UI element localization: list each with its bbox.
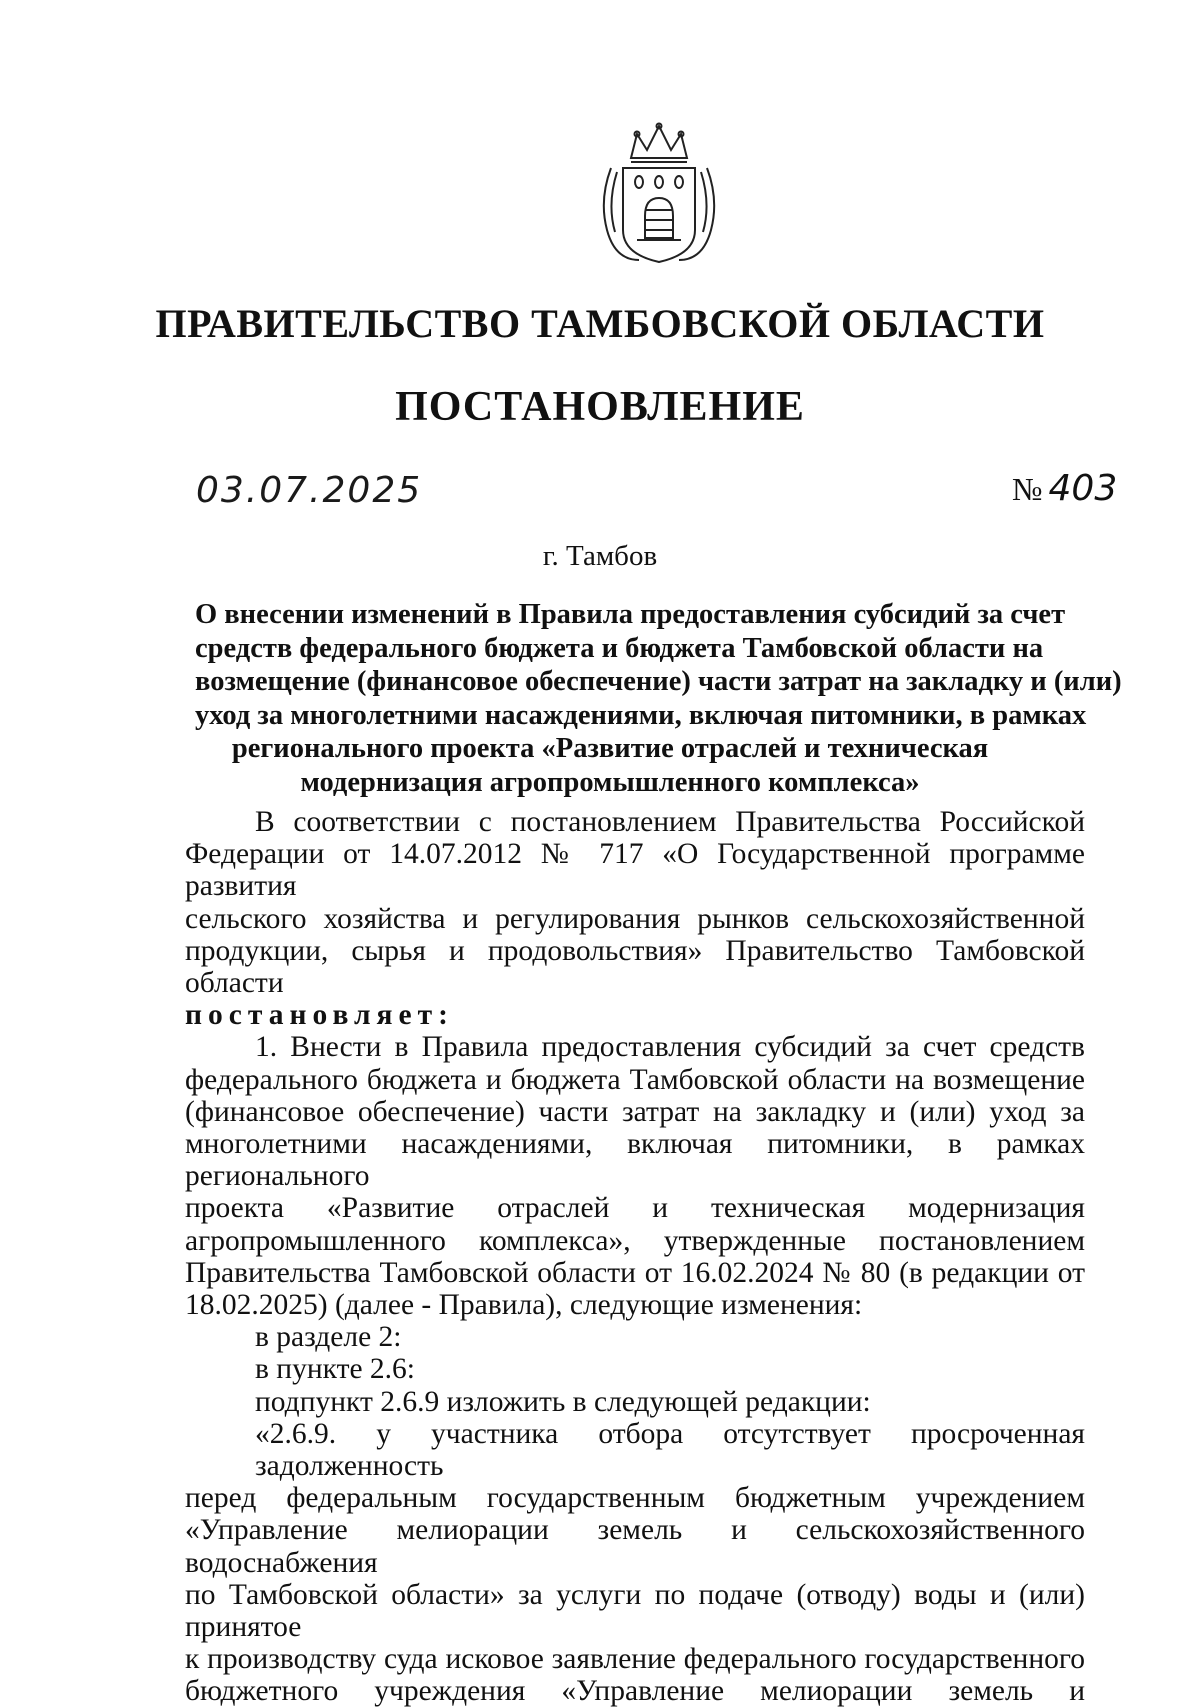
subject-line: О внесении изменений в Правила предоставления субсидий за счет: [195, 599, 1066, 630]
body-line: перед федеральным государственным бюджетным учреждением: [185, 1482, 1085, 1515]
body-line: агропромышленного комплекса», утвержденные постановлением: [185, 1224, 1085, 1257]
body-line: Правительства Тамбовской области от 16.02.2024 № 80 (в редакции от: [185, 1256, 1085, 1289]
coat-of-arms-emblem: [589, 120, 729, 270]
document-subject: [195, 598, 1122, 799]
body-line: по Тамбовской области» за услуги по подаче (отводу) воды и (или) принятое: [185, 1578, 1085, 1644]
body-line: В соответствии с постановлением Правительства Российской: [255, 806, 1085, 838]
body-line: «2.6.9. у участника отбора отсутствует просроченная задолженность: [255, 1417, 1085, 1483]
document-date: 03.07.2025: [196, 470, 423, 511]
body-line: (финансовое обеспечение) части затрат на закладку и (или) уход за: [185, 1095, 1085, 1128]
body-line: продукции, сырья и продовольствия» Правительство Тамбовской области: [185, 934, 1085, 1000]
body-line: подпункт 2.6.9 изложить в следующей редакции:: [255, 1385, 871, 1418]
body-line: бюджетного учреждения «Управление мелиорации земель и: [185, 1675, 1085, 1708]
body-line: 18.02.2025) (далее - Правила), следующие изменения:: [185, 1289, 863, 1322]
body-line: в пункте 2.6:: [255, 1353, 416, 1386]
body-line: федерального бюджета и бюджета Тамбовской области на возмещение: [185, 1063, 1085, 1096]
subject-line: уход за многолетними насаждениями, включая питомники, в рамках: [195, 699, 1087, 731]
number-value: 403: [1048, 468, 1118, 509]
body-line: многолетними насаждениями, включая питомники, в рамках регионального: [185, 1128, 1085, 1193]
subject-line: возмещение (финансовое обеспечение) части затрат на закладку и (или): [195, 666, 1122, 697]
body-line: 1. Внести в Правила предоставления субсидий за счет средств: [255, 1031, 1085, 1064]
document-number: [1012, 468, 1117, 509]
body-line: к производству суда исковое заявление федерального государственного: [185, 1643, 1085, 1676]
city-name: г. Тамбов: [542, 540, 658, 572]
document-type-title: ПОСТАНОВЛЕНИЕ: [395, 384, 805, 430]
subject-line: регионального проекта «Развитие отраслей и техническая: [231, 733, 989, 764]
body-line: «Управление мелиорации земель и сельскохозяйственного водоснабжения: [185, 1514, 1085, 1579]
number-sign: №: [1012, 471, 1043, 507]
subject-line: средств федерального бюджета и бюджета Тамбовской области на: [195, 632, 1044, 664]
body-line: проекта «Развитие отраслей и техническая модернизация: [185, 1192, 1085, 1225]
body-line: сельского хозяйства и регулирования рынков сельскохозяйственной: [185, 902, 1085, 935]
document-body: [185, 806, 1085, 1708]
body-line: в разделе 2:: [255, 1321, 402, 1354]
organization-title: ПРАВИТЕЛЬСТВО ТАМБОВСКОЙ ОБЛАСТИ: [155, 301, 1045, 346]
subject-line: модернизация агропромышленного комплекса»: [300, 766, 920, 798]
body-line: Федерации от 14.07.2012 № 717 «О Государственной программе развития: [185, 838, 1085, 903]
resolves-keyword: постановляет:: [185, 999, 454, 1032]
